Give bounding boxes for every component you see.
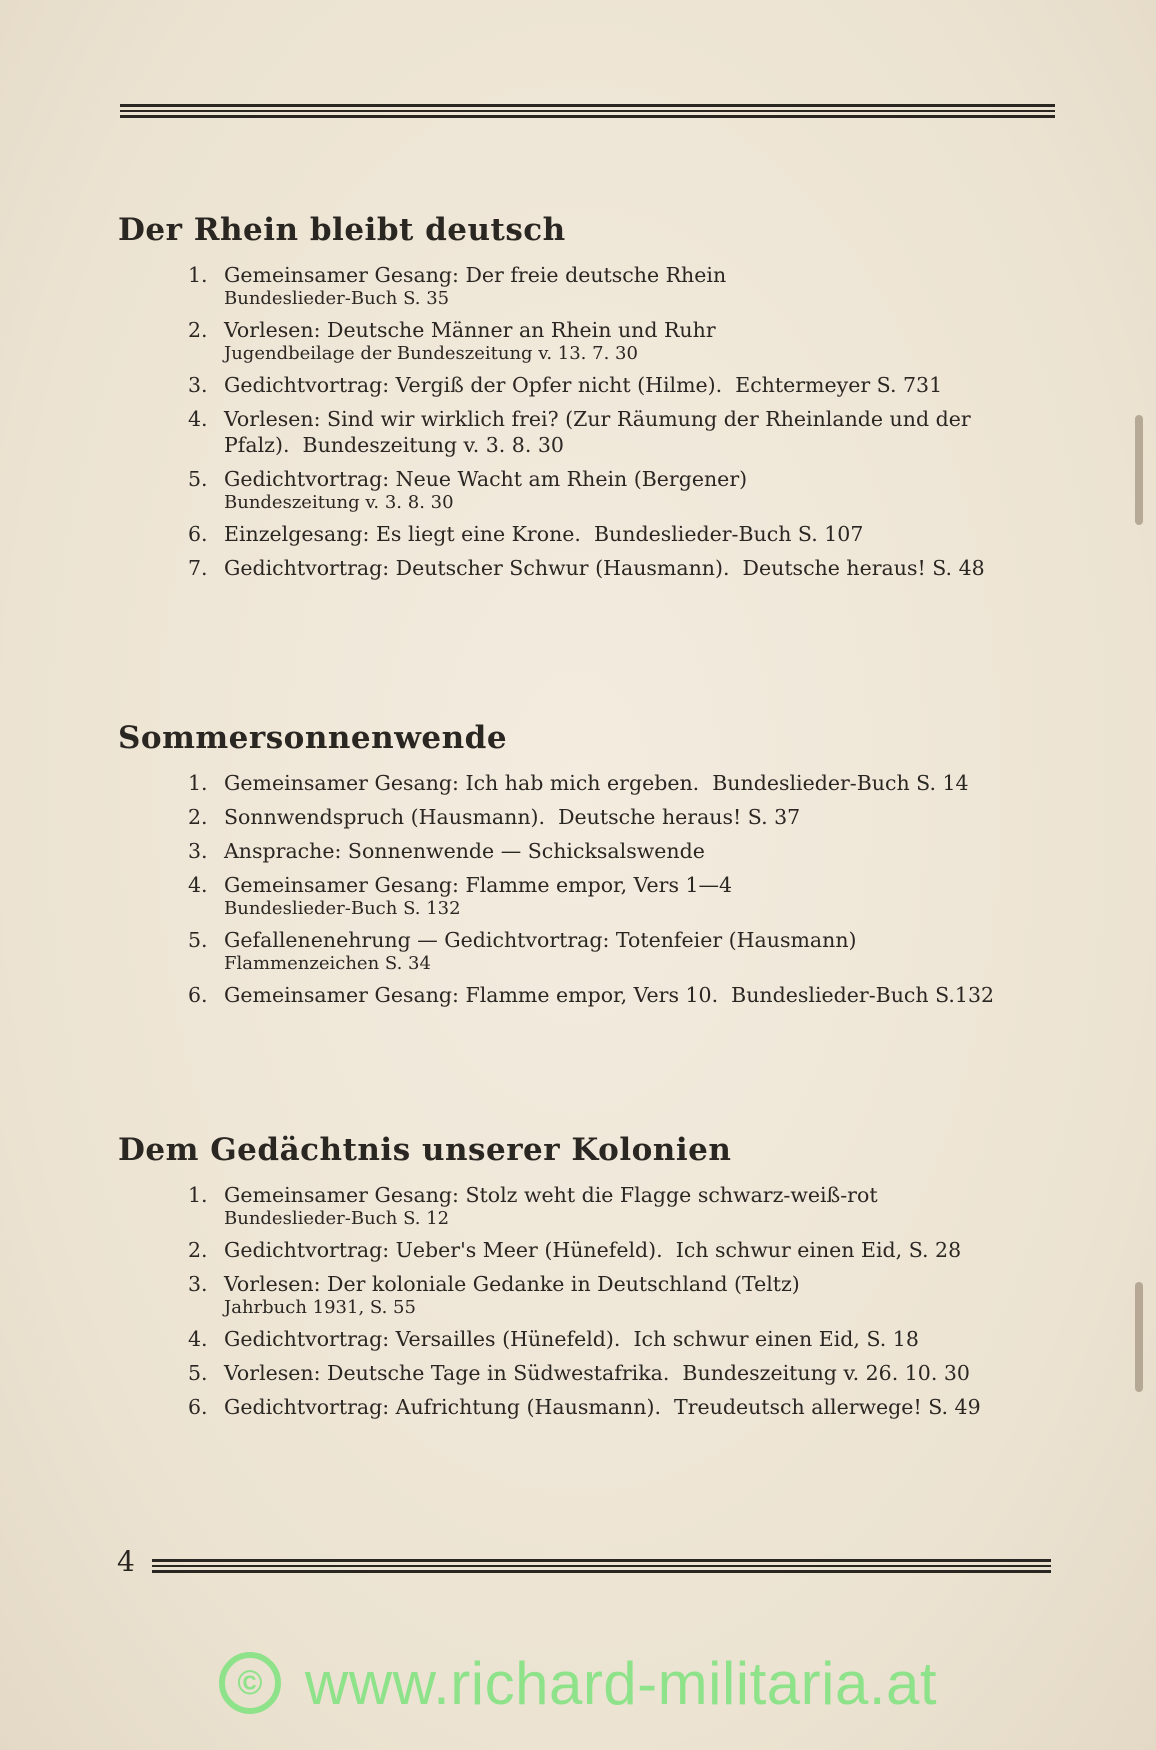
item-reference: Echtermeyer S. 731 <box>735 373 943 397</box>
item-text: Gemeinsamer Gesang: Stolz weht die Flagge schwarz-weiß-rot <box>224 1183 878 1207</box>
item-text: Vorlesen: Sind wir wirklich frei? (Zur Räumung der Rheinlande und der Pfalz). <box>224 407 971 457</box>
section-rhein <box>118 212 1058 589</box>
list-item <box>118 872 1058 919</box>
list-item <box>118 521 1058 547</box>
item-reference: Flammenzeichen S. 34 <box>224 953 431 974</box>
item-reference: Bundeslieder-Buch S. 132 <box>224 898 461 919</box>
item-text: Gemeinsamer Gesang: Flamme empor, Vers 10. <box>224 983 719 1007</box>
item-number: 3. <box>188 1272 208 1296</box>
item-number: 2. <box>188 318 208 342</box>
item-number: 6. <box>188 1395 208 1419</box>
item-text: Vorlesen: Deutsche Männer an Rhein und Ruhr <box>224 318 716 342</box>
item-text: Ansprache: Sonnenwende — Schicksalswende <box>224 839 705 863</box>
item-text: Gedichtvortrag: Vergiß der Opfer nicht (Hilme). <box>224 373 723 397</box>
item-reference: Jugendbeilage der Bundeszeitung v. 13. 7. 30 <box>224 343 638 364</box>
list-item <box>118 1394 1058 1420</box>
item-number: 3. <box>188 373 208 397</box>
item-reference: Bundeslieder-Buch S. 35 <box>224 288 450 309</box>
item-number: 2. <box>188 805 208 829</box>
list-item <box>118 1237 1058 1263</box>
page-number: 4 <box>117 1545 135 1578</box>
list-item <box>118 317 1058 364</box>
item-reference: Jahrbuch 1931, S. 55 <box>224 1297 416 1318</box>
item-text: Vorlesen: Der koloniale Gedanke in Deutschland (Teltz) <box>224 1272 800 1296</box>
item-number: 5. <box>188 1361 208 1385</box>
item-reference: Bundeszeitung v. 3. 8. 30 <box>302 433 564 457</box>
list-item <box>118 1271 1058 1318</box>
list-item <box>118 770 1058 796</box>
watermark <box>0 1648 1156 1718</box>
section-title: Der Rhein bleibt deutsch <box>118 212 566 248</box>
program-list <box>118 262 1058 581</box>
item-reference: Treudeutsch allerwege! S. 49 <box>674 1395 981 1419</box>
item-text: Gedichtvortrag: Aufrichtung (Hausmann). <box>224 1395 661 1419</box>
item-number: 1. <box>188 771 208 795</box>
staple-mark <box>1135 1282 1143 1392</box>
list-item <box>118 1360 1058 1386</box>
watermark-text: www.richard-militaria.at <box>304 1649 938 1717</box>
list-item <box>118 406 1058 458</box>
list-item <box>118 838 1058 864</box>
item-reference: Deutsche heraus! S. 48 <box>742 556 985 580</box>
item-number: 5. <box>188 467 208 491</box>
section-title: Sommersonnenwende <box>118 720 508 756</box>
item-text: Gedichtvortrag: Neue Wacht am Rhein (Bergener) <box>224 467 748 491</box>
item-number: 4. <box>188 1327 208 1351</box>
list-item <box>118 372 1058 398</box>
list-item <box>118 982 1058 1008</box>
section-sommersonnenwende <box>118 720 1058 1016</box>
staple-mark <box>1135 415 1143 525</box>
list-item <box>118 262 1058 309</box>
item-text: Gedichtvortrag: Deutscher Schwur (Hausmann). <box>224 556 730 580</box>
item-text: Gedichtvortrag: Ueber's Meer (Hünefeld). <box>224 1238 663 1262</box>
item-number: 4. <box>188 407 208 431</box>
item-reference: Bundeszeitung v. 3. 8. 30 <box>224 492 454 513</box>
item-text: Gemeinsamer Gesang: Flamme empor, Vers 1—4 <box>224 873 733 897</box>
item-number: 1. <box>188 1183 208 1207</box>
bottom-double-rule <box>152 1559 1051 1573</box>
copyright-icon: © <box>219 1652 281 1714</box>
item-number: 6. <box>188 522 208 546</box>
item-number: 1. <box>188 263 208 287</box>
item-text: Gemeinsamer Gesang: Ich hab mich ergeben. <box>224 771 700 795</box>
item-reference: Bundeslieder-Buch S. 14 <box>712 771 969 795</box>
item-reference: Bundeszeitung v. 26. 10. 30 <box>682 1361 970 1385</box>
list-item <box>118 804 1058 830</box>
item-text: Gefallenenehrung — Gedichtvortrag: Totenfeier (Hausmann) <box>224 928 857 952</box>
program-list <box>118 1182 1058 1420</box>
item-number: 6. <box>188 983 208 1007</box>
item-reference: Bundeslieder-Buch S. 12 <box>224 1208 450 1229</box>
top-double-rule <box>120 104 1055 118</box>
item-reference: Deutsche heraus! S. 37 <box>558 805 801 829</box>
item-text: Einzelgesang: Es liegt eine Krone. <box>224 522 581 546</box>
item-number: 4. <box>188 873 208 897</box>
item-reference: Bundeslieder-Buch S. 107 <box>593 522 864 546</box>
list-item <box>118 1326 1058 1352</box>
item-reference: Ich schwur einen Eid, S. 18 <box>633 1327 919 1351</box>
item-reference: Bundeslieder-Buch S.132 <box>731 983 995 1007</box>
item-text: Gedichtvortrag: Versailles (Hünefeld). <box>224 1327 621 1351</box>
list-item <box>118 927 1058 974</box>
item-number: 7. <box>188 556 208 580</box>
section-title: Dem Gedächtnis unserer Kolonien <box>118 1132 732 1168</box>
list-item <box>118 1182 1058 1229</box>
item-number: 5. <box>188 928 208 952</box>
item-text: Vorlesen: Deutsche Tage in Südwestafrika. <box>224 1361 670 1385</box>
item-number: 2. <box>188 1238 208 1262</box>
item-text: Sonnwendspruch (Hausmann). <box>224 805 546 829</box>
list-item <box>118 555 1058 581</box>
list-item <box>118 466 1058 513</box>
item-text: Gemeinsamer Gesang: Der freie deutsche Rhein <box>224 263 727 287</box>
item-number: 3. <box>188 839 208 863</box>
program-list <box>118 770 1058 1008</box>
section-kolonien <box>118 1132 1058 1428</box>
item-reference: Ich schwur einen Eid, S. 28 <box>675 1238 962 1262</box>
